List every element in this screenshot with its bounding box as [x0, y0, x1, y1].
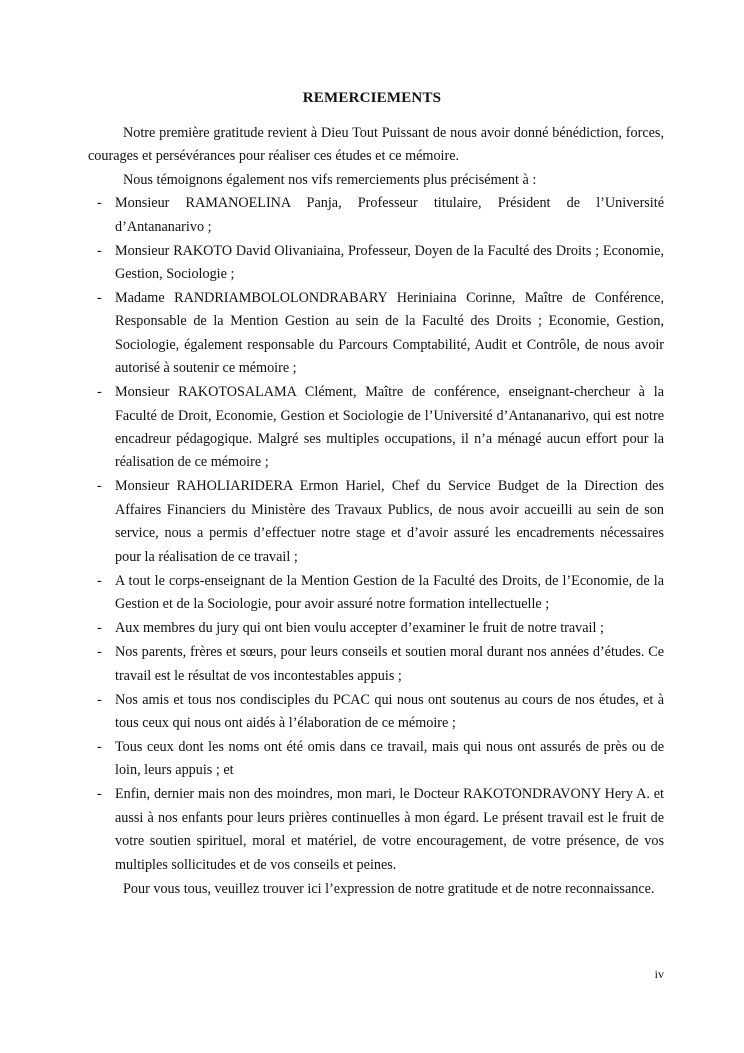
page-title: REMERCIEMENTS: [302, 90, 442, 106]
bullet-marker: -: [97, 644, 102, 661]
list-item: [88, 240, 664, 287]
list-item: [88, 287, 664, 381]
list-item-text: Monsieur RAHOLIARIDERA Ermon Hariel, Chef du Service Budget de la Direction des Affaires Financiers du Ministère des Travaux Publics, de nous avoir accueilli au sein de son service, nous a permis d’effectuer notre stage et d’avoir assuré les encadrements nécessaires pour la réalisation de ce travail ;: [115, 478, 664, 565]
list-item-text: Monsieur RAKOTO David Olivaniaina, Professeur, Doyen de la Faculté des Droits ; Economie, Gestion, Sociologie ;: [115, 242, 664, 283]
bullet-marker: -: [97, 384, 102, 401]
bullet-marker: -: [97, 242, 102, 259]
list-item: [88, 570, 664, 617]
bullet-marker: -: [97, 478, 102, 495]
list-item: [88, 736, 664, 783]
list-item-text: Enfin, dernier mais non des moindres, mon mari, le Docteur RAKOTONDRAVONY Hery A. et aussi à nos enfants pour leurs prières continuelles à mon égard. Le présent travail est le fruit de votre soutien spirituel, moral et matériel, de votre encouragement, de votre présence, de vos multiples sollicitudes et de vos conseils et peines.: [115, 786, 664, 873]
list-item: [88, 475, 664, 569]
bullet-marker: -: [97, 691, 102, 708]
list-item-text: A tout le corps-enseignant de la Mention Gestion de la Faculté des Droits, de l’Economie, de la Gestion et de la Sociologie, pour avoir assuré notre formation intellectuelle ;: [115, 572, 664, 613]
bullet-marker: -: [97, 620, 102, 637]
list-item-text: Monsieur RAMANOELINA Panja, Professeur titulaire, Président de l’Université d’Antananarivo ;: [115, 195, 664, 235]
list-item-text: Nos amis et tous nos condisciples du PCAC qui nous ont soutenus au cours de nos études, et à tous ceux qui nous ont aidés à l’élaboration de ce mémoire ;: [115, 691, 664, 731]
bullet-marker: -: [97, 195, 102, 212]
list-item-text: Monsieur RAKOTOSALAMA Clément, Maître de conférence, enseignant-chercheur à la Faculté de Droit, Economie, Gestion et Sociologie de l’Université d’Antananarivo, qui est notre encadreur pédagogique. Malgré ses multiples occupations, il n’a ménagé aucun effort pour la réalisation de ce mémoire ;: [115, 384, 664, 471]
list-item-text: Tous ceux dont les noms ont été omis dans ce travail, mais qui nous ont assurés de près ou de loin, leurs appuis ; et: [115, 738, 664, 779]
thanks-lead-paragraph: Nous témoignons également nos vifs remerciements plus précisément à :: [123, 171, 537, 188]
page-number: iv: [654, 967, 664, 981]
acknowledgements-body: [88, 122, 664, 901]
list-item: [88, 617, 664, 640]
thanks-list: [88, 192, 664, 877]
list-item-text: Madame RANDRIAMBOLOLONDRABARY Heriniaina Corinne, Maître de Conférence, Responsable de la Mention Gestion au sein de la Faculté des Droits ; Economie, Gestion, Sociologie, également responsable du Parcours Comptabilité, Audit et Contrôle, de nous avoir autorisé à soutenir ce mémoire ;: [115, 290, 664, 377]
bullet-marker: -: [97, 290, 102, 307]
list-item: [88, 192, 664, 239]
bullet-marker: -: [97, 738, 102, 755]
list-item-text: Nos parents, frères et sœurs, pour leurs conseils et soutien moral durant nos années d’études. Ce travail est le résultat de vos incontestables appuis ;: [115, 644, 664, 684]
bullet-marker: -: [97, 572, 102, 589]
closing-paragraph: Pour vous tous, veuillez trouver ici l’expression de notre gratitude et de notre reconnaissance.: [123, 880, 655, 897]
list-item: [88, 641, 664, 688]
bullet-marker: -: [97, 786, 102, 803]
intro-paragraph: Notre première gratitude revient à Dieu Tout Puissant de nous avoir donné bénédiction, forces, courages et persévérances pour réaliser ces études et ce mémoire.: [88, 125, 664, 165]
list-item: [88, 381, 664, 475]
list-item-text: Aux membres du jury qui ont bien voulu accepter d’examiner le fruit de notre travail ;: [115, 620, 604, 637]
list-item: [88, 783, 664, 877]
list-item: [88, 689, 664, 736]
